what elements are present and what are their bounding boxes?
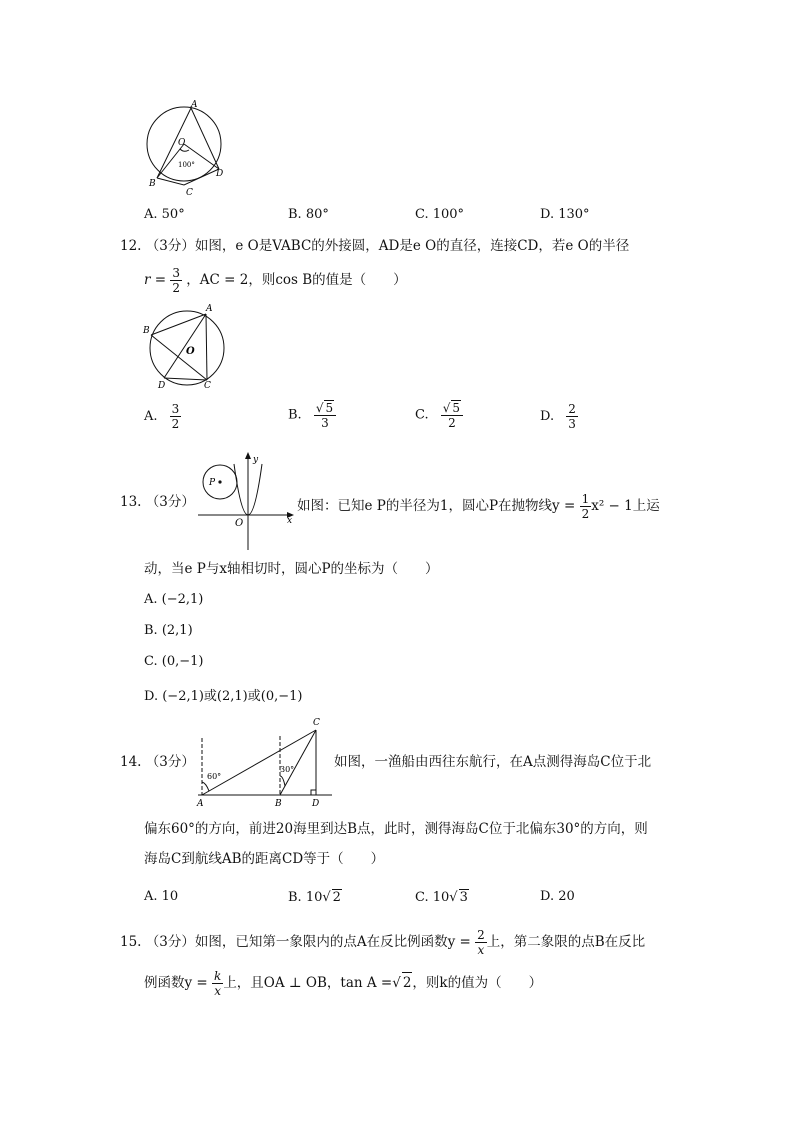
q12-option-a[interactable]: A. $\frac{3}{2}$ [144,402,180,431]
label-c: C [313,718,320,728]
q14-option-a[interactable]: A. 10 [144,889,179,904]
q15-stem-line1: 15. （3分）如图，已知第一象限内的点A在反比例函数y = $\frac{2}{x}$ 上，第二象限的点B在反比 [120,928,646,957]
label-b: B [143,326,150,336]
q14-stem-line3: 海岛C到航线AB的距离CD等于（ ） [144,851,385,867]
q12-stem-line2-rest: ，AC = 2，则cos B的值是（ ） [186,272,407,288]
q13-option-d[interactable]: D. (−2,1)或(2,1)或(0,−1) [144,689,303,704]
q11-option-c[interactable]: C. 100° [415,207,465,222]
q13-number: 13. （3分） [120,494,195,510]
q14-stem-line1: 如图，一渔船由西往东航行，在A点测得海岛C位于北 [334,754,652,770]
label-a: A [206,304,213,314]
q13-parabola-figure [196,450,298,555]
label-c: C [204,381,211,391]
q14-option-c[interactable]: C. 10√ 3 [415,890,468,905]
label-y: y [253,455,259,465]
label-a: A [191,100,198,110]
q13-stem-line1: 如图：已知e P的半径为1，圆心P在抛物线y = $\frac{1}{2}$ x² − 1上运 [297,492,660,521]
q14-option-b[interactable]: B. 10√ 2 [288,890,341,905]
label-o: O [235,518,244,529]
q12-stem-line1: 12. （3分）如图，e O是VABC的外接圆，AD是e O的直径，连接CD，若e O的半径 [120,238,630,254]
q14-stem-line2: 偏东60°的方向，前进20海里到达B点，此时，测得海岛C位于北偏东30°的方向，则 [144,821,648,837]
label-b: B [275,799,282,808]
q11-option-d[interactable]: D. 130° [540,207,590,222]
angle-30-label: 30° [280,765,295,774]
q15-stem-line2: 例函数y = $\frac{k}{x}$ 上，且OA ⊥ OB，tan A =√ 2，则k的值为（ ） [144,969,543,998]
angle-60-label: 60° [207,772,222,781]
label-d: D [312,799,320,808]
q13-option-b[interactable]: B. (2,1) [144,623,193,638]
q14-option-d[interactable]: D. 20 [540,889,575,904]
q14-number: 14. （3分） [120,754,195,770]
q12-r-fraction: $\frac{3}{2}$ [172,266,180,295]
q11-option-b[interactable]: B. 80° [288,207,329,222]
q11-option-a[interactable]: A. 50° [144,207,185,222]
q13-option-a[interactable]: A. (−2,1) [144,592,204,607]
q14-navigation-figure [194,712,336,808]
label-d: D [158,381,166,391]
label-d: D [216,169,224,179]
label-b: B [149,179,156,189]
q12-r-label: r = [144,272,167,288]
q12-option-b[interactable]: B. $\frac{√ 5}{3}$ [288,400,336,430]
angle-100-label: 100° [178,161,195,169]
q12-stem-line2 [144,266,407,295]
q12-circle-figure [140,300,235,392]
q12-option-c[interactable]: C. $\frac{√ 5}{2}$ [415,400,463,430]
label-p: P [209,478,216,488]
q13-option-c[interactable]: C. (0,−1) [144,654,204,669]
label-x: x [287,516,293,526]
q12-option-d[interactable]: D. $\frac{2}{3}$ [540,402,576,431]
q13-stem-line2: 动，当e P与x轴相切时，圆心P的坐标为（ ） [144,561,439,577]
q11-circle-figure [138,97,238,197]
label-a: A [197,799,204,808]
label-c: C [186,188,193,197]
label-o: O [178,138,186,148]
label-o: O [186,346,195,357]
